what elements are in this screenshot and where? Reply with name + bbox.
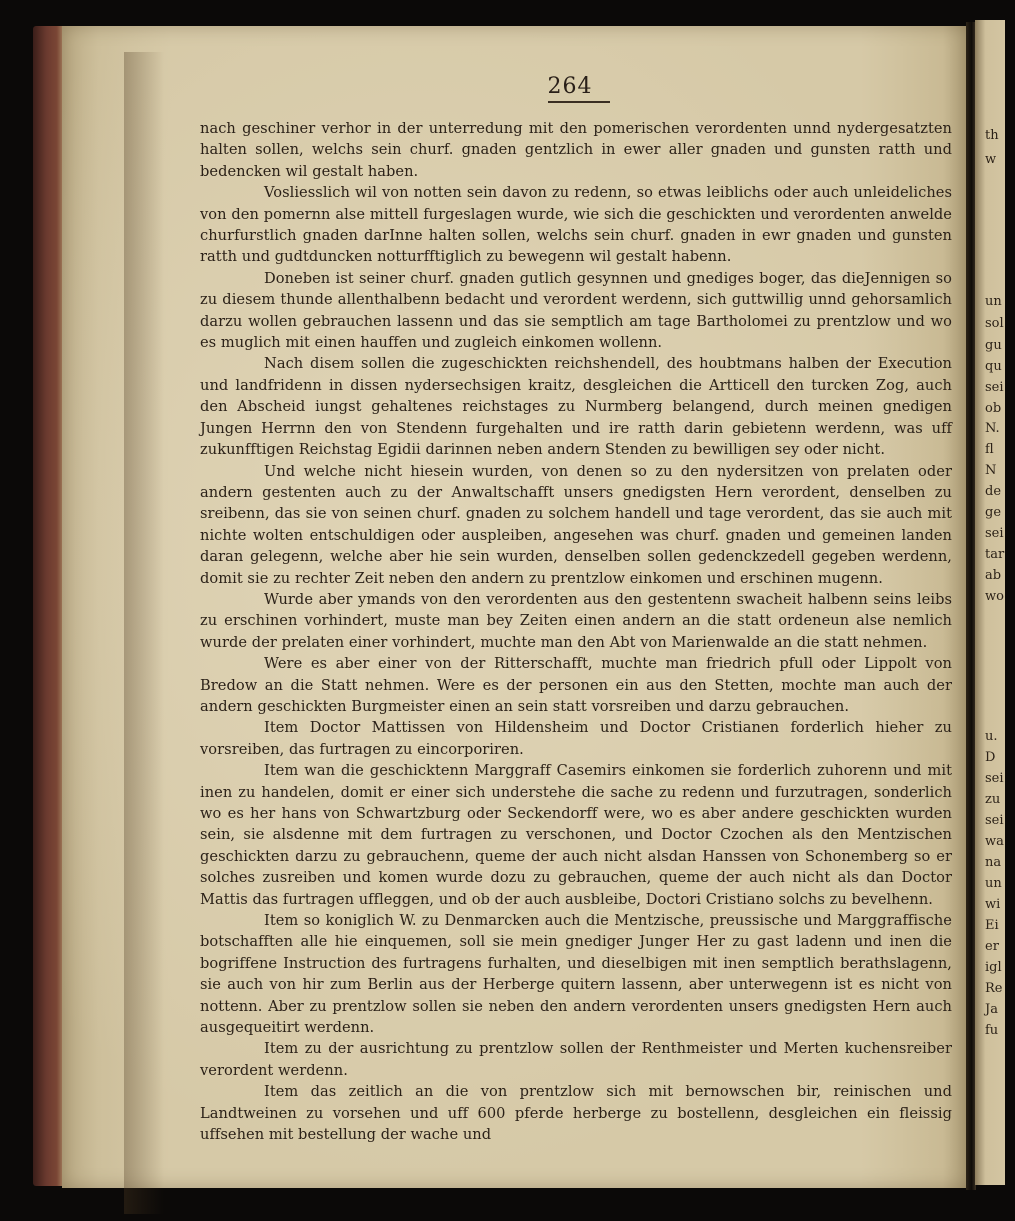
paragraph: Wurde aber ymands von den verordenten aus den gestentenn swacheit halbenn seins leibs zu erschinen vorhindert, muste man bey Zeiten einen andern an die statt ordeneun alse nemlich wurde der prelaten einer vorhindert, muchte man den Abt von Marienwalde an die statt nehmen. bbox=[200, 590, 952, 651]
facing-page-fragment: na bbox=[985, 855, 1002, 870]
facing-page-edge bbox=[975, 20, 1005, 1185]
facing-page-fragment: qu bbox=[985, 359, 1002, 374]
paragraph: Item Doctor Mattissen von Hildensheim und Doctor Cristianen forderlich hieher zu vorsreiben, das furtragen zu eincorporiren. bbox=[200, 719, 952, 758]
paragraph: Und welche nicht hiesein wurden, von denen so zu den nydersitzen von prelaten oder andern gestenten auch zu der Anwaltschafft unsers gnedigsten Hern verordent, denselben zu sreibenn, das sie von seinen churf. gnaden zu solchem handell und tage verordent, das sie auch mit nichte wolten entschuldigen oder auspleiben, angesehen was churf. gnaden und gemeinen landen daran gelegenn, welche aber hie sein wurden, denselben sollen gedenckzedell gegeben werdenn, domit sie zu rechter Zeit neben den andern zu prentzlow einkomen und erschinen mugenn. bbox=[200, 462, 952, 587]
facing-page-fragment: ab bbox=[985, 568, 1002, 583]
facing-page-fragment: fu bbox=[985, 1023, 999, 1038]
facing-page-fragment: u. bbox=[985, 729, 998, 744]
facing-page-fragment: sol bbox=[985, 316, 1004, 331]
facing-page-fragment: un bbox=[985, 876, 1002, 891]
paragraph: Item wan die geschicktenn Marggraff Casemirs einkomen sie forderlich zuhorenn und mit inen zu handelen, domit er einer sich understehe die sache zu redenn und furzutragen, sonderlich wo es her hans von Schwartzburg oder Seckendorff were, wo es aber andere geschickten wurden sein, sie alsdenne mit dem furtragen zu verschonen, und Doctor Czochen als den Mentzischen geschickten darzu zu gebrauchenn, queme der auch nicht alsdan Hanssen von Schonemberg so er solches zusreiben und komen wurde dozu zu gebrauchen, queme der auch nicht als dan Doctor Mattis das furtragen uffleggen, und ob der auch ausbleibe, Doctori Cristiano solchs zu bevelhenn. bbox=[200, 762, 952, 908]
facing-page-fragment: gu bbox=[985, 338, 1002, 353]
facing-page-fragment: fl bbox=[985, 442, 994, 457]
facing-page-fragment: sei bbox=[985, 380, 1004, 395]
paragraph: Doneben ist seiner churf. gnaden gutlich gesynnen und gnediges boger, das dieJennigen so zu diesem thunde allenthalbenn bedacht und verordent werdenn, sich guttwillig unnd gehorsamlich darzu wollen gebrauchen lassenn und das sie semptlich am tage Bartholomei zu prentzlow und wo es muglich mit einen hauffen und zugleich einkomen wollenn. bbox=[200, 269, 952, 352]
page-fold-shadow bbox=[124, 52, 164, 1214]
paragraph: nach geschiner verhor in der unterredung mit den pomerischen verordenten unnd nydergesatzten halten sollen, welchs sein churf. gnaden gentzlich in ewer aller gnaden und gunsten ratth und bedencken wil gestalt haben. bbox=[200, 120, 952, 180]
facing-page-fragment: D bbox=[985, 750, 996, 765]
facing-page-fragment: sei bbox=[985, 813, 1004, 828]
facing-page-fragment: sei bbox=[985, 526, 1004, 541]
paragraph: Nach disem sollen die zugeschickten reichshendell, des houbtmans halben der Execution und landfridenn in dissen nydersechsigen kraitz, desgleichen die Artticell den turcken Zog, auch den Abscheid iungst gehaltenes reichstages zu Nurmberg belangend, durch meinen gnedigen Jungen Herrnn den von Stendenn furgehalten und ire ratth darin gebietenn werdenn, was uff zukunfftigen Reichstag Egidii darinnen neben andern Stenden zu bewilligen sey oder nicht. bbox=[200, 355, 952, 459]
facing-page-fragment: er bbox=[985, 939, 999, 954]
facing-page-fragment: igl bbox=[985, 960, 1002, 975]
facing-page-fragment: N bbox=[985, 463, 997, 478]
facing-page-fragment: zu bbox=[985, 792, 1001, 807]
facing-page-fragment: w bbox=[985, 152, 997, 167]
facing-page-fragment: de bbox=[985, 484, 1002, 499]
page-number: 264 bbox=[547, 74, 593, 99]
facing-page-fragment: Ei bbox=[985, 918, 999, 933]
facing-page-fragment: N. bbox=[985, 421, 1000, 436]
paragraph: Item zu der ausrichtung zu prentzlow sollen der Renthmeister und Merten kuchensreiber verordent werdenn. bbox=[200, 1040, 952, 1079]
facing-page-fragment: ge bbox=[985, 505, 1002, 520]
paragraph: Item so koniglich W. zu Denmarcken auch die Mentzische, preussische und Marggraffische botschafften alle hie einquemen, soll sie mein gnediger Junger Her zu gast ladenn und inen die bogriffene Instruction des furtragens furhalten, und dieselbigen mit inen semptlich berathslagenn, sie auch von hir zum Berlin aus der Herberge quitern lassenn, aber unterwegenn ist es nicht von nottenn. Aber zu prentzlow sollen sie neben den andern verordenten unsers gnedigsten Hern auch ausgequeitirt werdenn. bbox=[200, 912, 952, 1037]
paragraph: Vosliesslich wil von notten sein davon zu redenn, so etwas leiblichs oder auch unleideliches von den pomernn alse mittell furgeslagen wurde, wie sich die geschickten und verordenten anwelde churfurstlich gnaden darInne halten sollen, welchs sein churf. gnaden in ewr gnaden und gunsten ratth und gudtduncken notturfftiglich zu bewegenn wil gestalt habenn. bbox=[200, 184, 952, 266]
facing-page-fragment: wo bbox=[985, 589, 1004, 604]
page-body bbox=[200, 118, 952, 1146]
facing-page-fragment: ob bbox=[985, 401, 1002, 416]
facing-page-fragment: tar bbox=[985, 547, 1005, 562]
facing-page-fragment: Ja bbox=[985, 1002, 998, 1017]
facing-page-fragment: un bbox=[985, 294, 1002, 309]
paragraph: Were es aber einer von der Ritterschafft, muchte man friedrich pfull oder Lippolt von Bredow an die Statt nehmen. Were es der personen ein aus den Stetten, mochte man auch der andern geschickten Burgmeister einen an sein statt vorsreiben und darzu gebrauchen. bbox=[200, 655, 952, 715]
paragraph: Item das zeitlich an die von prentzlow sich mit bernowschen bir, reinischen und Landtweinen zu vorsehen und uff 600 pferde herberge zu bostellenn, desgleichen ein fleissig uffsehen mit bestellung der wache und bbox=[200, 1083, 952, 1144]
page-number-rule bbox=[548, 101, 610, 103]
facing-page-fragment: Re bbox=[985, 981, 1003, 996]
facing-page-fragment: wa bbox=[985, 834, 1004, 849]
facing-page-fragment: th bbox=[985, 128, 999, 143]
facing-page-fragment: wi bbox=[985, 897, 1001, 912]
facing-page-fragment: sei bbox=[985, 771, 1004, 786]
